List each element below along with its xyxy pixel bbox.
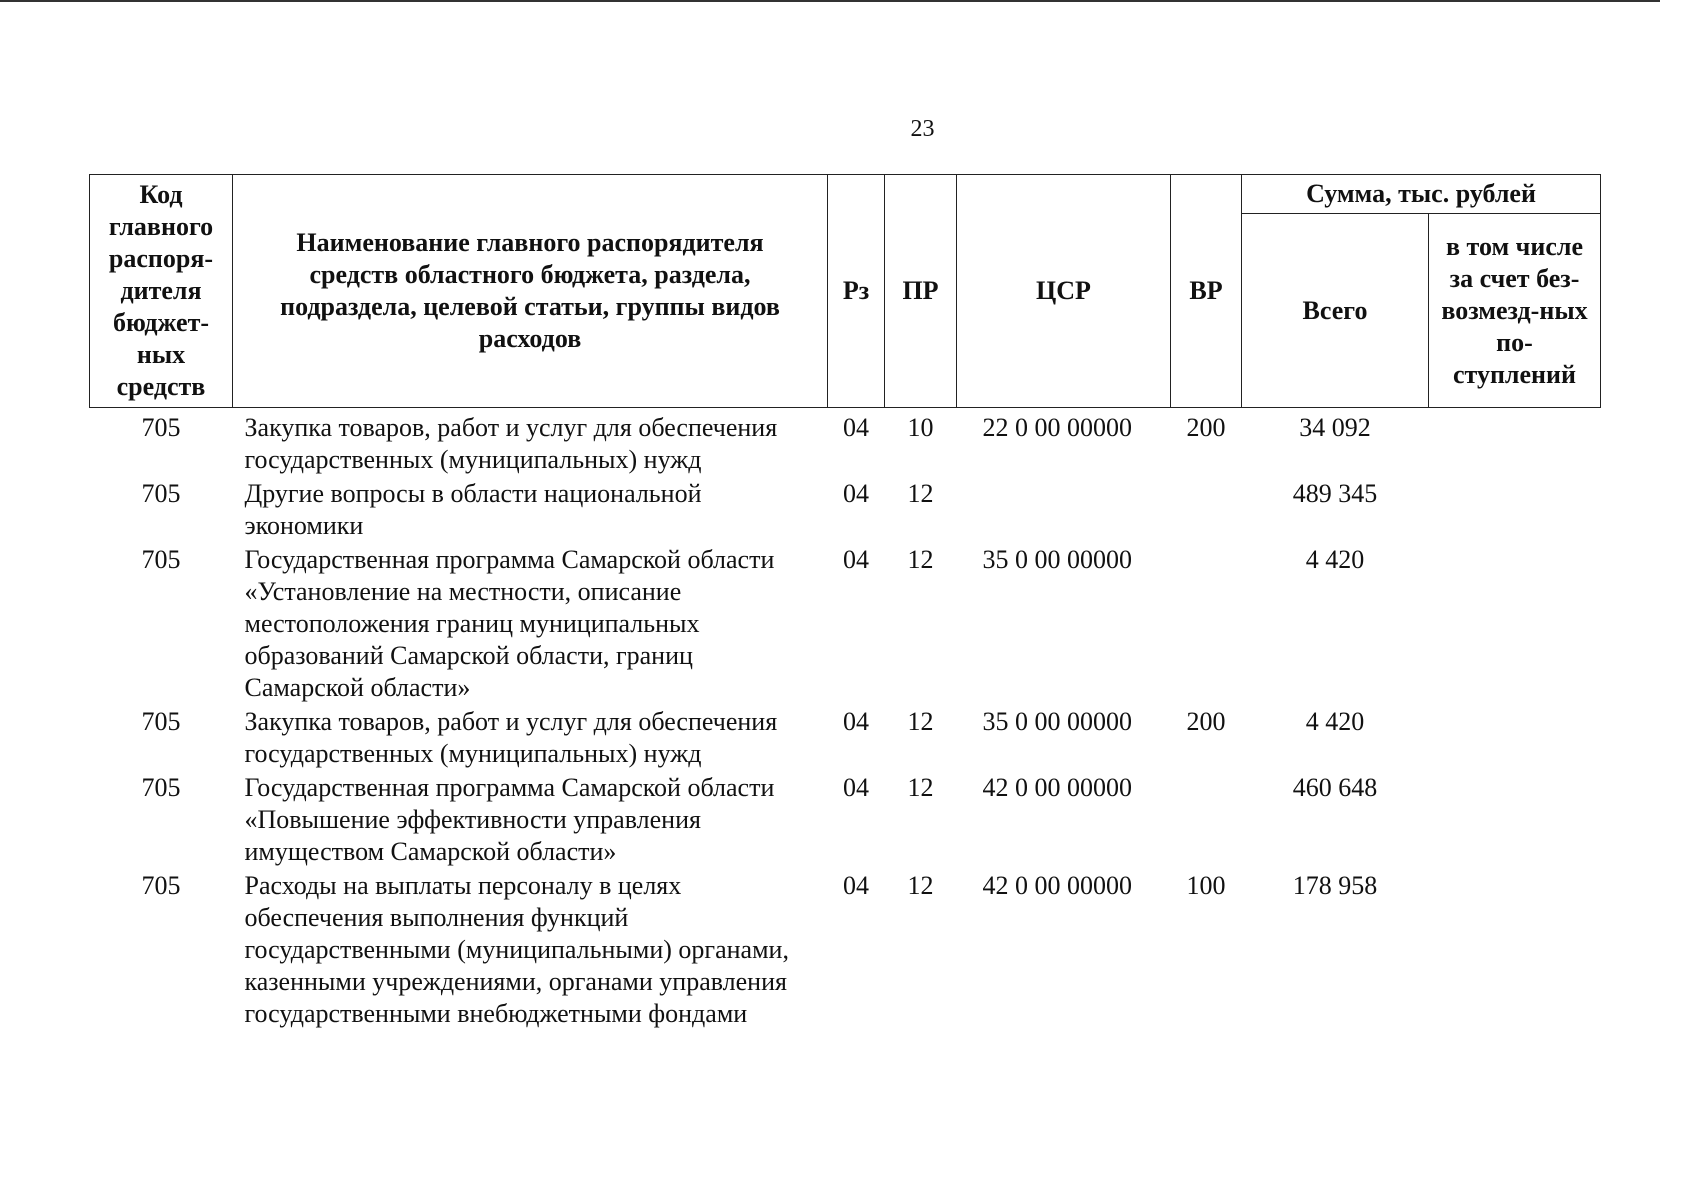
header-total: Всего (1242, 214, 1429, 408)
page-number-container (0, 116, 1705, 143)
cell-pr: 12 (907, 707, 934, 736)
table-row (90, 704, 1601, 770)
cell-pr: 10 (907, 413, 934, 442)
header-vr: ВР (1171, 175, 1242, 408)
cell-total: 178 958 (1292, 871, 1378, 900)
header-free (1429, 214, 1601, 408)
cell-csr: 35 0 00 00000 (982, 545, 1132, 574)
cell-csr: 22 0 00 00000 (982, 413, 1132, 442)
cell-name: Закупка товаров, работ и услуг для обеспечения государственных (муниципальных) нужд (244, 707, 778, 768)
cell-rz: 04 (843, 773, 869, 802)
table-row (90, 868, 1601, 1030)
table-row (90, 408, 1601, 477)
cell-name: Расходы на выплаты персоналу в целях обеспечения выполнения функций государственными (муниципальными) органами, казенными учреждениями, органами управления государственными внебюджетными фондами (244, 871, 789, 1028)
cell-total: 4 420 (1305, 545, 1365, 574)
cell-code: 705 (141, 773, 181, 802)
cell-pr: 12 (907, 545, 934, 574)
cell-rz: 04 (843, 479, 869, 508)
header-rz: Рз (828, 175, 885, 408)
cell-csr: 35 0 00 00000 (982, 707, 1132, 736)
table-header (90, 175, 1601, 408)
top-rule (0, 0, 1660, 2)
table-row (90, 770, 1601, 868)
cell-total: 34 092 (1299, 413, 1371, 442)
cell-vr (1171, 542, 1242, 704)
header-pr: ПР (885, 175, 957, 408)
cell-name: Закупка товаров, работ и услуг для обеспечения государственных (муниципальных) нужд (244, 413, 778, 474)
header-name: Наименование главного распорядителя средств областного бюджета, раздела, подраздела, целевой статьи, группы видов расходов (233, 175, 828, 408)
cell-csr (957, 476, 1171, 542)
cell-vr: 200 (1186, 413, 1226, 442)
table-body (90, 408, 1601, 1031)
cell-csr: 42 0 00 00000 (982, 871, 1132, 900)
cell-free (1429, 868, 1601, 1030)
cell-name: Государственная программа Самарской области «Установление на местности, описание местоположения границ муниципальных образований Самарской области, границ Самарской области» (244, 545, 775, 702)
cell-free (1429, 476, 1601, 542)
cell-vr: 200 (1186, 707, 1226, 736)
cell-free (1429, 542, 1601, 704)
cell-free (1429, 408, 1601, 477)
cell-total: 460 648 (1292, 773, 1378, 802)
cell-vr (1171, 476, 1242, 542)
cell-vr (1171, 770, 1242, 868)
cell-free (1429, 704, 1601, 770)
cell-code: 705 (141, 871, 181, 900)
header-code (90, 175, 233, 408)
header-csr: ЦСР (957, 175, 1171, 408)
header-free-label: в том числе за счет без-возмезд-ных по-ступлений (1441, 231, 1588, 389)
cell-rz: 04 (843, 871, 869, 900)
cell-pr: 12 (907, 871, 934, 900)
cell-pr: 12 (907, 479, 934, 508)
cell-free (1429, 770, 1601, 868)
cell-name: Другие вопросы в области национальной экономики (244, 479, 702, 540)
cell-total: 4 420 (1305, 707, 1365, 736)
cell-pr: 12 (907, 773, 934, 802)
table-row (90, 476, 1601, 542)
header-code-label: Код главного распоря-дителя бюджет-ных средств (108, 180, 214, 401)
cell-rz: 04 (843, 545, 869, 574)
budget-table (89, 174, 1601, 1030)
cell-total: 489 345 (1292, 479, 1378, 508)
page-number: 23 (910, 116, 935, 142)
cell-vr: 100 (1186, 871, 1226, 900)
cell-code: 705 (141, 707, 181, 736)
header-sum-group: Сумма, тыс. рублей (1242, 175, 1601, 214)
cell-csr: 42 0 00 00000 (982, 773, 1132, 802)
cell-code: 705 (141, 545, 181, 574)
cell-name: Государственная программа Самарской области «Повышение эффективности управления имуществом Самарской области» (244, 773, 775, 866)
cell-rz: 04 (843, 707, 869, 736)
cell-code: 705 (141, 479, 181, 508)
table-row (90, 542, 1601, 704)
cell-rz: 04 (843, 413, 869, 442)
cell-code: 705 (141, 413, 181, 442)
